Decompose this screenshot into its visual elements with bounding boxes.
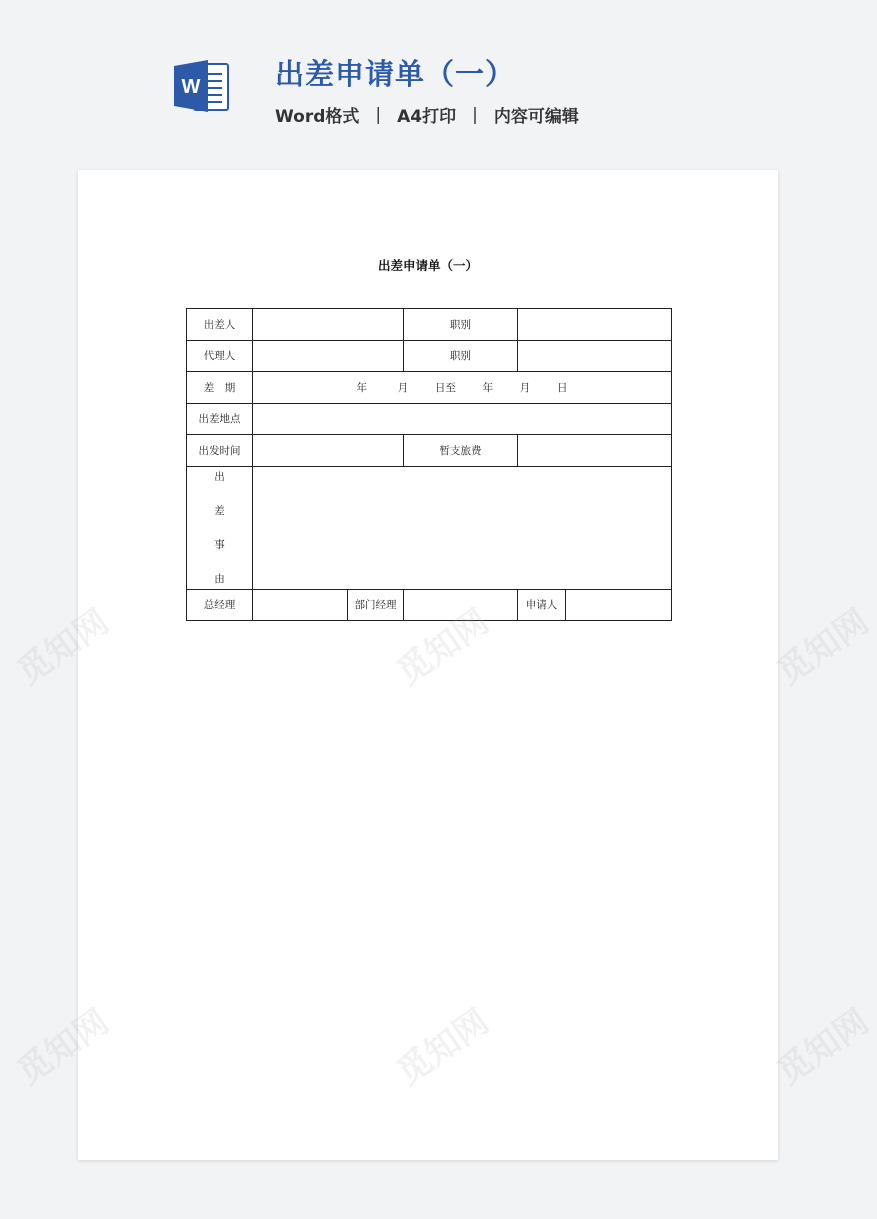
- date-year-start: 年: [356, 381, 368, 394]
- svg-text:W: W: [181, 76, 201, 98]
- reason-field[interactable]: [253, 466, 672, 589]
- reason-char: 由: [214, 573, 225, 586]
- word-icon: [174, 58, 230, 114]
- watermark: 觅知网: [769, 1001, 877, 1094]
- period-label: 差 期: [187, 372, 253, 404]
- table-row: [187, 466, 672, 589]
- date-year-end: 年: [482, 381, 494, 394]
- date-day-end: 日: [556, 381, 568, 394]
- period-field[interactable]: [253, 372, 672, 404]
- page-header: [0, 0, 860, 150]
- date-day-start: 日至: [434, 381, 456, 394]
- table-row: [187, 309, 672, 341]
- watermark: 觅知网: [769, 601, 877, 694]
- page-title: 出差申请单（一）: [275, 57, 516, 91]
- tag-format: Word格式: [275, 107, 360, 127]
- table-row: [187, 403, 672, 435]
- rank-label: 职别: [404, 309, 518, 341]
- date-month-start: 月: [397, 381, 409, 394]
- dept-manager-label: 部门经理: [348, 589, 404, 621]
- date-month-end: 月: [519, 381, 531, 394]
- applicant-label: 申请人: [518, 589, 566, 621]
- proxy-rank-label: 职别: [404, 340, 518, 372]
- departure-label: 出发时间: [187, 435, 253, 467]
- tag-editable: 内容可编辑: [493, 107, 579, 127]
- proxy-label: 代理人: [187, 340, 253, 372]
- watermark: 觅知网: [9, 1001, 117, 1094]
- applicant-signature-field[interactable]: [566, 589, 672, 621]
- advance-field[interactable]: [518, 435, 672, 467]
- reason-char: 出: [214, 470, 225, 483]
- reason-char: 事: [214, 539, 225, 552]
- location-field[interactable]: [253, 403, 672, 435]
- dept-manager-signature-field[interactable]: [404, 589, 518, 621]
- gm-signature-field[interactable]: [253, 589, 348, 621]
- document-title: 出差申请单（一）: [377, 258, 478, 273]
- separator: |: [472, 104, 478, 125]
- departure-field[interactable]: [253, 435, 404, 467]
- feature-tags: [275, 102, 579, 127]
- table-row: [187, 372, 672, 404]
- reason-char: 差: [214, 504, 225, 517]
- proxy-field[interactable]: [253, 340, 404, 372]
- table-row: [187, 340, 672, 372]
- location-label: 出差地点: [187, 403, 253, 435]
- document-page: [78, 170, 778, 1160]
- tag-print: A4打印: [397, 107, 457, 127]
- rank-field[interactable]: [518, 309, 672, 341]
- traveler-field[interactable]: [253, 309, 404, 341]
- separator: |: [375, 104, 382, 125]
- gm-label: 总经理: [187, 589, 253, 621]
- table-row: [187, 435, 672, 467]
- traveler-label: 出差人: [187, 309, 253, 341]
- table-row: [187, 589, 672, 621]
- advance-label: 暂支旅费: [404, 435, 518, 467]
- travel-request-form: [186, 308, 672, 621]
- watermark: 觅知网: [9, 601, 117, 694]
- proxy-rank-field[interactable]: [518, 340, 672, 372]
- reason-label: [187, 466, 253, 589]
